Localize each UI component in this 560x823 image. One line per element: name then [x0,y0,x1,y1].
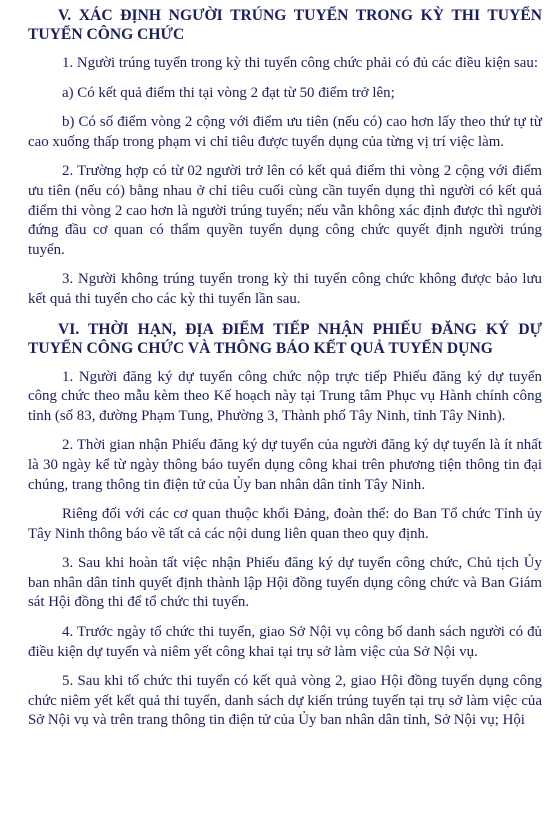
section-6-heading: VI. THỜI HẠN, ĐỊA ĐIỂM TIẾP NHẬN PHIẾU ĐĂNG KÝ DỰ TUYỂN CÔNG CHỨC VÀ THÔNG BÁO KẾT QUẢ TUYỂN DỤNG [28,320,542,357]
section-6-paragraph: 3. Sau khi hoàn tất việc nhận Phiếu đăng ký dự tuyển công chức, Chủ tịch Ủy ban nhân dân tỉnh quyết định thành lập Hội đồng tuyển dụng công chức và Ban Giám sát Hội đồng thi để tổ chức thi tuyển. [28,555,542,611]
section-5-paragraph: b) Có số điểm vòng 2 cộng với điểm ưu tiên (nếu có) cao hơn lấy theo thứ tự từ cao xuống thấp trong phạm vi chỉ tiêu được tuyển dụng của từng vị trí việc làm. [28,114,542,150]
section-6-paragraph: 1. Người đăng ký dự tuyển công chức nộp trực tiếp Phiếu đăng ký dự tuyển công chức theo mẫu kèm theo Kế hoạch này tại Trung tâm Phục vụ Hành chính công tỉnh (số 83, đường Phạm Tung, Phường 3, Thành phố Tây Ninh, tỉnh Tây Ninh). [28,368,542,424]
section-5-paragraph: 2. Trường hợp có từ 02 người trở lên có kết quả điểm thi vòng 2 cộng với điểm ưu tiên (nếu có) bằng nhau ở chỉ tiêu cuối cùng cần tuyển dụng thì người có kết quả điểm thi vòng 2 cao hơn là người trúng tuyển; nếu vẫn không xác định được thì người đứng đầu cơ quan có thẩm quyền tuyển dụng công chức quyết định người trúng tuyển. [28,163,542,258]
section-6-paragraph: 2. Thời gian nhận Phiếu đăng ký dự tuyển của người đăng ký dự tuyển là ít nhất là 30 ngày kể từ ngày thông báo tuyển dụng công khai trên phương tiện thông tin đại chúng, trang thông tin điện tử của Ủy ban nhân dân tỉnh Tây Ninh. [28,437,542,493]
section-5-paragraph: 1. Người trúng tuyển trong kỳ thi tuyển công chức phải có đủ các điều kiện sau: [62,55,538,71]
section-5-heading: V. XÁC ĐỊNH NGƯỜI TRÚNG TUYỂN TRONG KỲ THI TUYỂN TUYỂN CÔNG CHỨC [28,7,542,43]
section-5-paragraph: 3. Người không trúng tuyển trong kỳ thi tuyển công chức không được bảo lưu kết quả thi tuyển cho các kỳ thi tuyển lần sau. [28,271,542,307]
section-5-paragraph: a) Có kết quả điểm thi tại vòng 2 đạt từ 50 điểm trở lên; [62,84,395,101]
section-6-paragraph: 4. Trước ngày tổ chức thi tuyển, giao Sở Nội vụ công bố danh sách người có đủ điều kiện dự tuyển và niêm yết công khai tại trụ sở làm việc của Sở Nội vụ. [28,624,542,660]
section-6-paragraph: 5. Sau khi tổ chức thi tuyển có kết quả vòng 2, giao Hội đồng tuyển dụng công chức niêm yết kết quả thi tuyển, danh sách dự kiến trúng tuyển tại trụ sở làm việc của Sở Nội vụ và trên trang thông tin điện tử của Ủy ban nhân dân tỉnh, Sở Nội vụ; Hội [28,673,542,729]
section-6-paragraph: Riêng đối với các cơ quan thuộc khối Đảng, đoàn thể: do Ban Tổ chức Tỉnh ủy Tây Ninh thông báo về tất cả các nội dung liên quan theo quy định. [28,506,542,542]
